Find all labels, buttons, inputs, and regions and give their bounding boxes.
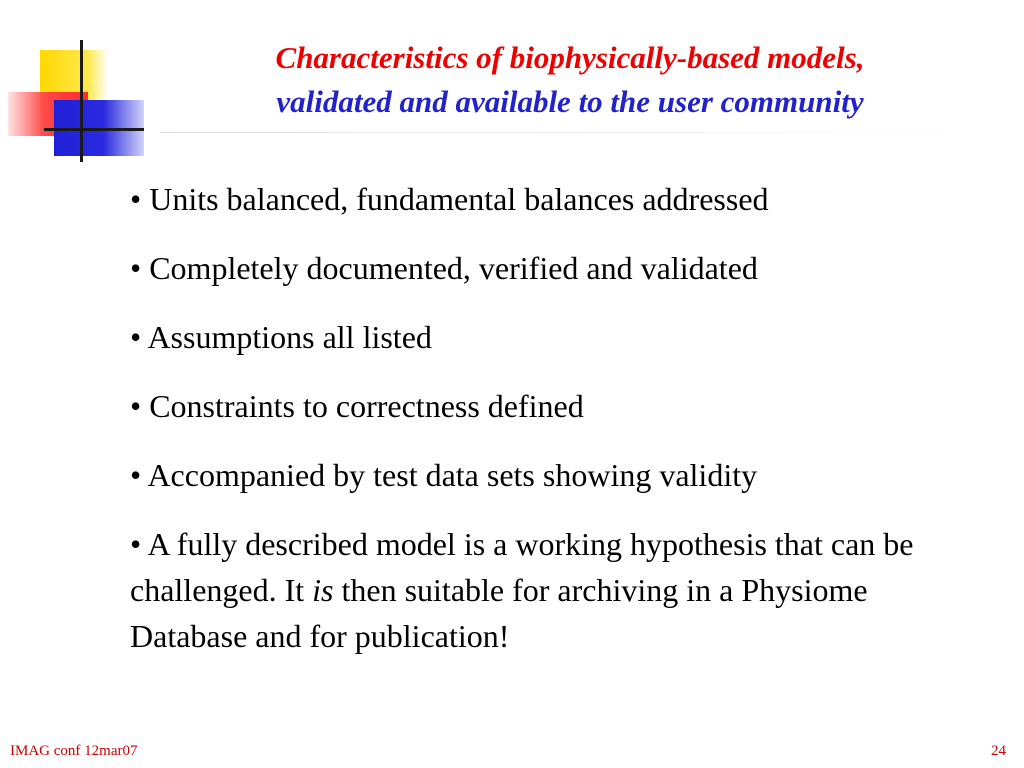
bullet-list <box>130 176 950 682</box>
footer-label: IMAG conf 12mar07 <box>10 743 138 759</box>
logo-horizontal-line <box>44 128 144 131</box>
slide-title <box>150 36 990 124</box>
page-number: 24 <box>991 743 1006 759</box>
title-line-2: validated and available to the user community <box>276 84 864 119</box>
title-divider <box>160 132 1000 133</box>
decorative-logo <box>0 0 160 170</box>
bullet-item: • Constraints to correctness defined <box>130 388 584 424</box>
bullet-item-last <box>130 521 950 659</box>
bullet-item: • Assumptions all listed <box>130 319 432 355</box>
bullet-item: • Accompanied by test data sets showing validity <box>130 457 758 493</box>
logo-vertical-line <box>80 40 83 162</box>
bullet-item: • Units balanced, fundamental balances addressed <box>130 181 769 217</box>
title-line-1: Characteristics of biophysically-based models, <box>275 40 865 75</box>
bullet-text-emphasis: is <box>312 572 334 608</box>
bullet-text-after: then suitable for archiving in a Physiome Database and for publication! <box>130 572 868 654</box>
bullet-text-before: • A fully described model is a working hypothesis that can be challenged. It <box>130 526 914 608</box>
bullet-item: • Completely documented, verified and validated <box>130 250 758 286</box>
